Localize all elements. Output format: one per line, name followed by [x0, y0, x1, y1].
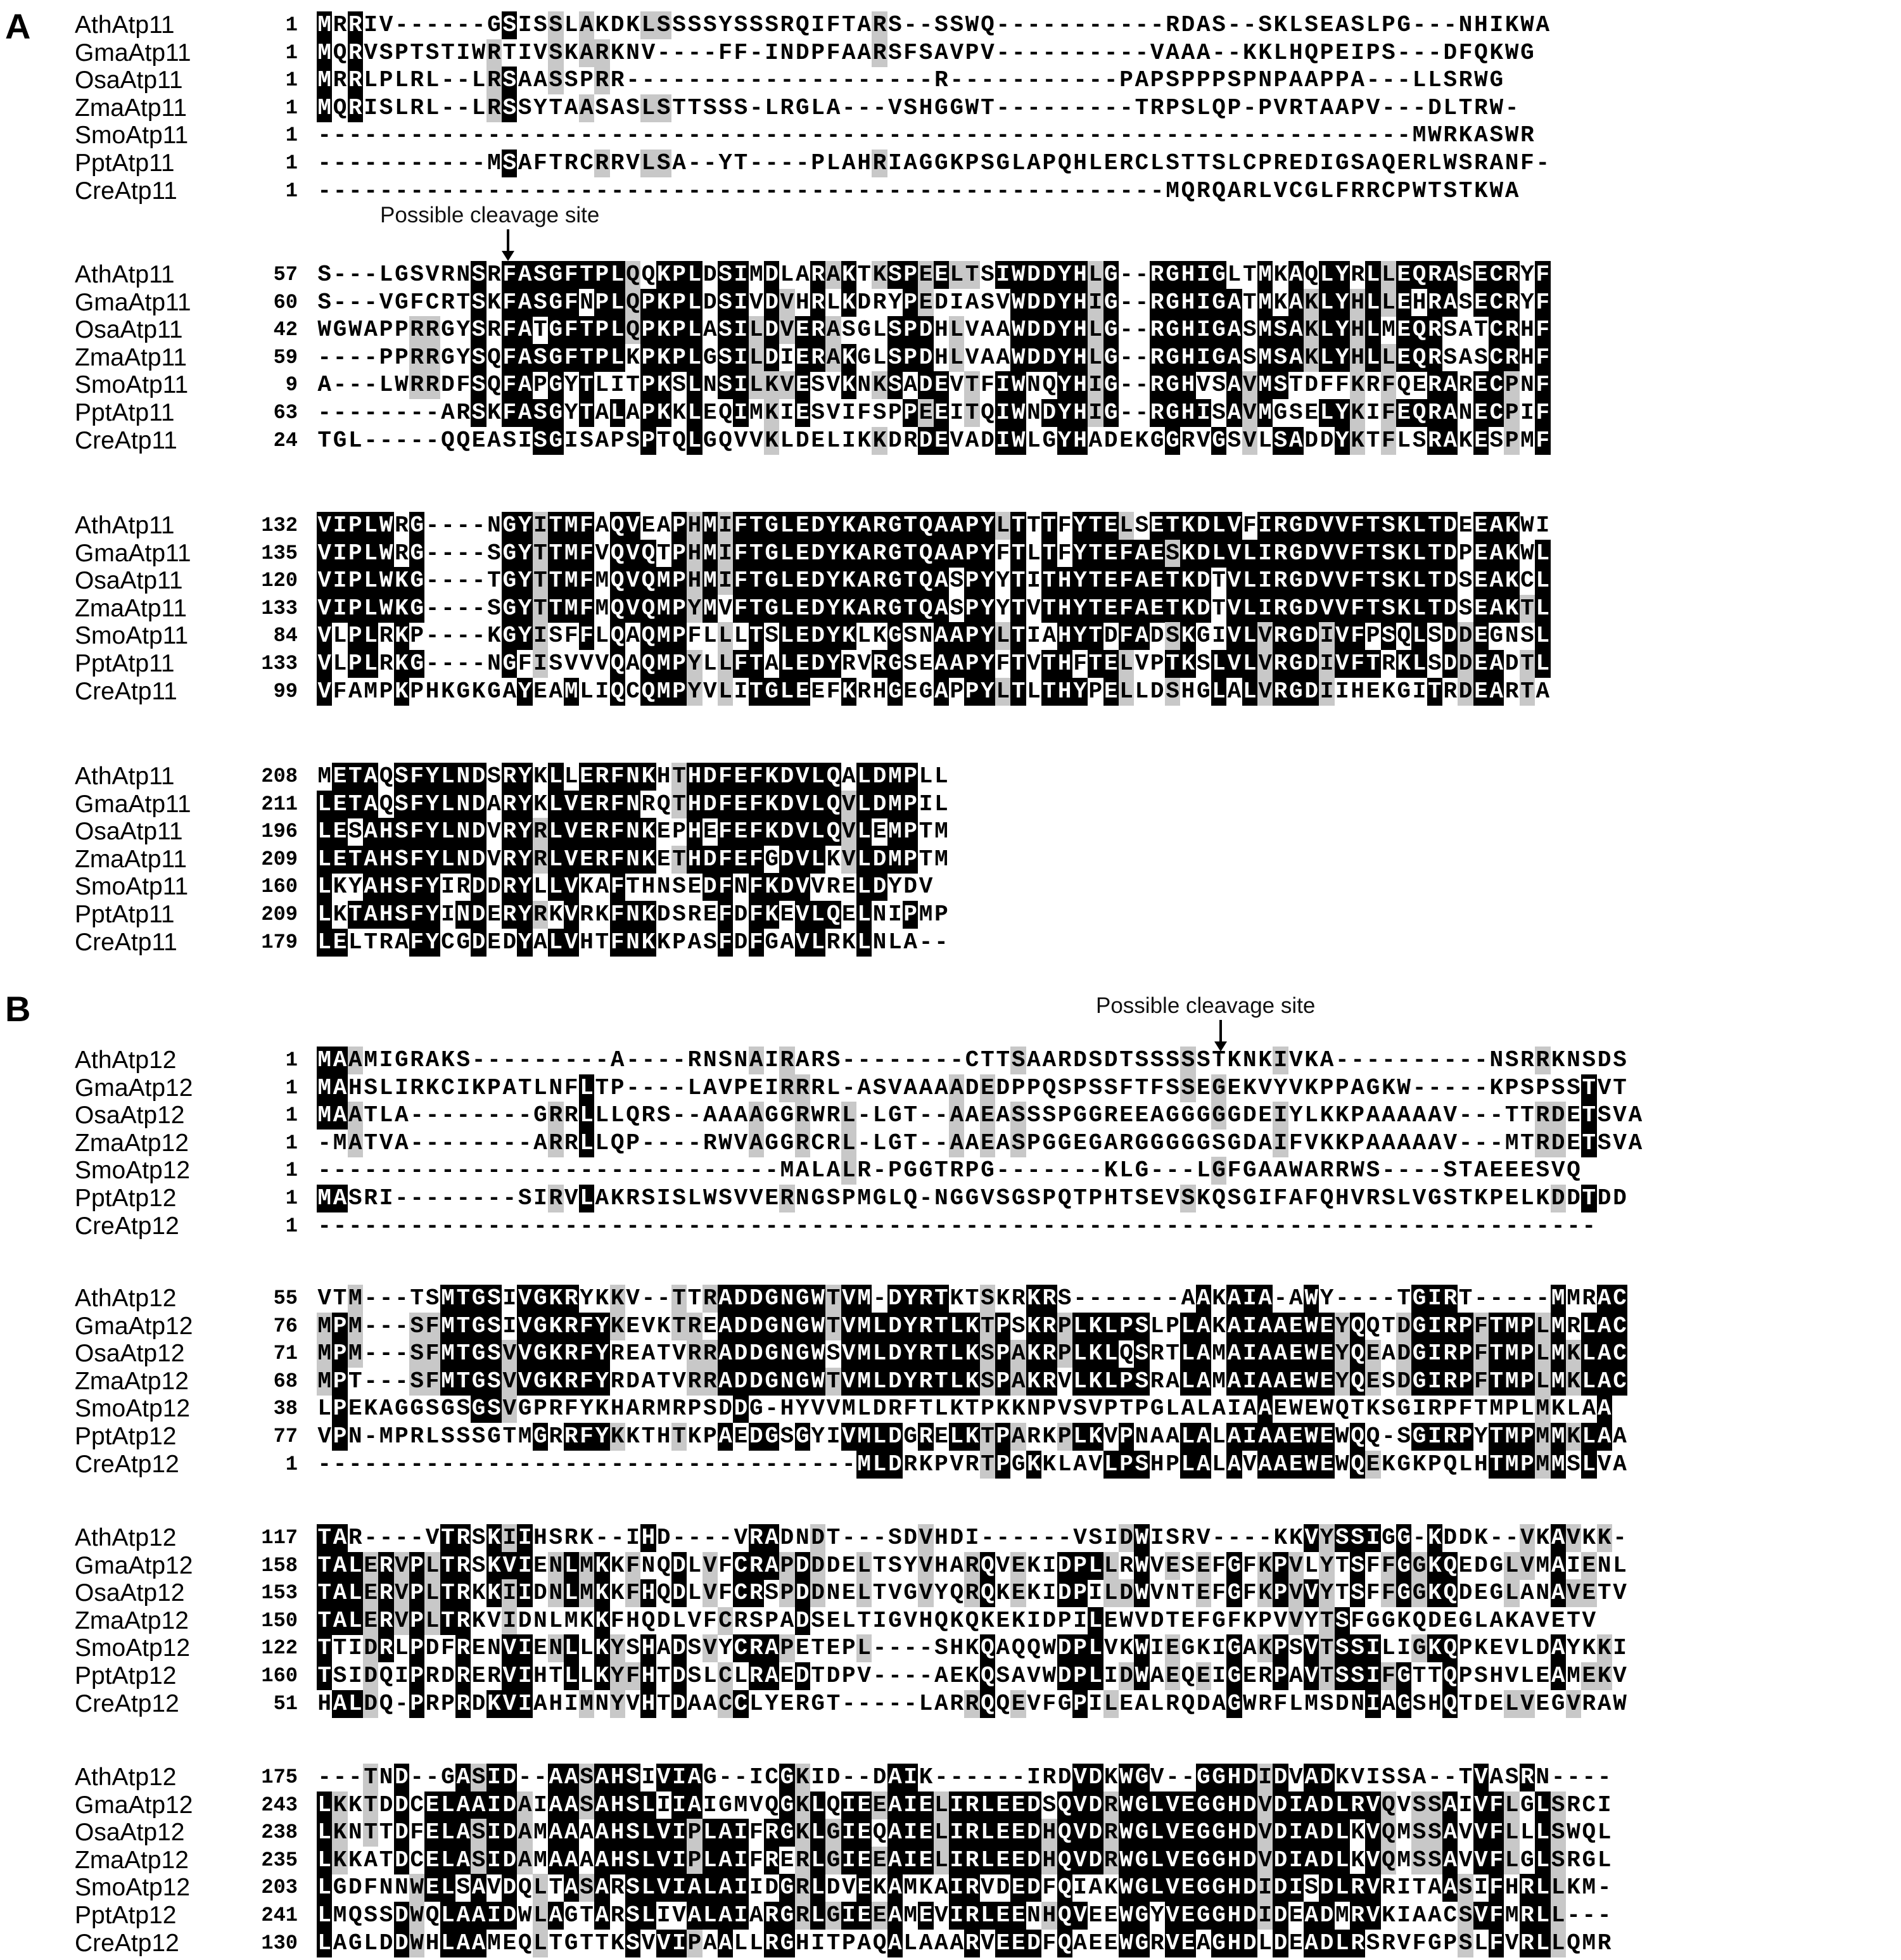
sequence-name: GmaAtp11	[75, 288, 191, 316]
position-number: 1	[285, 1159, 298, 1183]
sequence-name: AthAtp12	[75, 1524, 177, 1551]
sequence-residues: -----------MSAFTRCRRVLSA--YT----PLAHRIAGGKPSGLAPQHLERCLSTTSLCPREDIGSAQERLWSRANF-	[317, 150, 1550, 176]
sequence-residues: LKKTDDCELAAIDAIAASAHSLIIAIGMVQGKLQIEEAIELIRLEEDSQVDRWGLVEGGHDVDIADLRVQVSSAIVFLGLSRCI	[317, 1791, 1612, 1818]
sequence-name: AthAtp11	[75, 261, 175, 288]
sequence-name: CreAtp12	[75, 1450, 179, 1478]
sequence-residues: ------------------------------MALALR-PGGTRPG-------KLG---LGFGAAWARRWS----STAEEESVQ	[317, 1157, 1580, 1184]
sequence-name: ZmaAtp12	[75, 1367, 189, 1395]
sequence-name: SmoAtp12	[75, 1157, 191, 1185]
position-number: 160	[261, 1664, 298, 1688]
sequence-residues: TALERVPLTRSKVIENLMKKFNQDLVFCRAPDDDELTSYVHARQVEKIDPLLRWVESEFGFKPVLYTSFFGGKQEDGLVMAIENL	[317, 1552, 1627, 1579]
position-number: 241	[261, 1904, 298, 1927]
position-number: 209	[261, 847, 298, 871]
sequence-residues: LMQSSDWQLAAIDWLAGTARSLIVALAIARGRLGIEEAMEVIRLEENHQVEEWGYVEGGHDIDEADMRVKIAACSVFMRLL---	[317, 1902, 1612, 1928]
sequence-residues: LELTRAFYCGDEDYALVHTFNKKPASFDFGAVLRKLNLA--	[317, 929, 948, 955]
sequence-residues: VPN-MPRLSSSGTMGRRFYKKTHTKPAEDGSGYIVMLDGRELKTPARKPLKVPNAALALAIAAEWEWQQ-SGIRPYTMPMMKLAA	[317, 1423, 1627, 1449]
sequence-name: OsaAtp12	[75, 1102, 185, 1130]
sequence-name: SmoAtp11	[75, 873, 189, 901]
position-number: 1	[285, 13, 298, 37]
position-number: 1	[285, 68, 298, 92]
sequence-residues: S---LGSVRNSRFASGFTPLQQKPLDSIMDLARAKTKSPEELTSIWDDYHLG--RGHIGLTMKAQLYRLLEQRASECRYF	[317, 262, 1550, 288]
position-number: 42	[273, 318, 298, 342]
position-number: 158	[261, 1553, 298, 1577]
sequence-name: SmoAtp11	[75, 122, 189, 150]
sequence-residues: TSIDQIPRDRERVIHTLLKYFHTDSLCLRAEDTDPV----AEKQSAVWDPLIDWAEQEIGERPAVTSSIFGTTQPSHVLEAMEKV	[317, 1663, 1627, 1689]
sequence-residues: TAR----VTRSKIIHSRK--IHD----VRADNDT---SDVHDI------VSIDWISRV----KKVYSSIGG-KDDK--VKAVKK-	[317, 1525, 1627, 1551]
sequence-residues: LPEKAGGSGSGSVGPRFYKHARMRPSDDG-HYVVMLDRFTLKTPKKNPVSVPTPGLALAIAAEWEWQTKSGIRPFTMPLMKLAA	[317, 1396, 1612, 1422]
sequence-residues: ---TND--GASID--AASAHSIVIAG--ICGKID--DAIK------IRDVDKWGV--GGHDIDVADKVISSA--TVASRN----	[317, 1764, 1612, 1790]
sequence-residues: LESAHSFYLNDVRYRLVERFNKEPHEFEFKDVLQVLEMPTM	[317, 818, 948, 845]
sequence-residues: MAATLA--------GRRLLLQRS--AAAAGGRWRL-LGT--AAEASSSPGGREEAGGGGGDEIYLKKPAAAAAV---TTRDETSVA	[317, 1102, 1643, 1129]
position-number: 68	[273, 1369, 298, 1393]
sequence-residues: VFAMPKPHKGKGAYEAMLIQCQMPYVLITGLEEFKRHGEGAPPYLTLTHYPELLDSHGLALVRGDIIHEKGITRDEARTA	[317, 678, 1550, 704]
position-number: 203	[261, 1876, 298, 1900]
sequence-residues: S---VGFCRTSKFASGFNPLQPKPLDSIVDVHRLKDRYPEDIASVWDDYHIG--RGHIGATMKAKLYHLLEHRASECRYF	[317, 289, 1550, 315]
sequence-name: AthAtp12	[75, 1764, 177, 1791]
sequence-name: ZmaAtp12	[75, 1846, 189, 1874]
position-number: 63	[273, 401, 298, 424]
sequence-name: GmaAtp12	[75, 1074, 193, 1102]
sequence-residues: -MATVA--------ARRLLQP----RWVAGGRCRL-LGT--AAEASPGGEGARGGGGGSGDAIFVKKPAAAAAV---MTRDETSVA	[317, 1130, 1643, 1156]
position-number: 71	[273, 1342, 298, 1366]
sequence-name: GmaAtp12	[75, 1791, 193, 1819]
position-number: 60	[273, 290, 298, 314]
position-number: 57	[273, 263, 298, 286]
sequence-name: CreAtp12	[75, 1690, 179, 1717]
position-number: 211	[261, 792, 298, 816]
sequence-residues: MAAMIGRAKS---------A----RNSNAIRARS--------CTTSAARDSDTSSSSSTKNKIVKA----------NSRRKNSDS	[317, 1047, 1627, 1073]
sequence-name: PptAtp12	[75, 1902, 177, 1929]
sequence-name: PptAtp11	[75, 399, 175, 426]
position-number: 9	[285, 373, 298, 397]
panel-b-letter: B	[5, 989, 31, 1029]
position-number: 55	[273, 1287, 298, 1310]
sequence-residues: LETAQSFYLNDARYKLVERFNRQTHDFEFKDVLQVLDMPIL	[317, 791, 948, 817]
position-number: 59	[273, 345, 298, 369]
position-number: 130	[261, 1931, 298, 1955]
sequence-name: CreAtp11	[75, 928, 177, 956]
sequence-name: CreAtp11	[75, 177, 177, 205]
position-number: 24	[273, 428, 298, 452]
position-number: 1	[285, 1104, 298, 1128]
sequence-residues: TTIDRLPDFRENVIENLLKYSHADSVYCRAPETEPL----SHKQAQQWDPLVKWIEGKIGAKPSVTSSILIGKQPKEVLDAYKKI	[317, 1635, 1627, 1662]
position-number: 209	[261, 903, 298, 926]
position-number: 243	[261, 1793, 298, 1817]
position-number: 179	[261, 930, 298, 954]
sequence-residues: METAQSFYLNDSRYKLLERFNKHTHDFEFKDVLQALDMPLL	[317, 763, 948, 789]
cleavage-annotation-b: Possible cleavage site	[1096, 993, 1316, 1018]
sequence-residues: VIPLWKG----TGYTTMFMQVQMPHMIFTGLEDYKARGTQASPYYTITHYTEFAETKDTVLIRGDVVFTSKLTDSEAKCL	[317, 568, 1550, 594]
sequence-name: SmoAtp12	[75, 1874, 191, 1902]
sequence-name: AthAtp11	[75, 512, 175, 539]
sequence-residues: MRRLPLRL--LRSAASSPRR--------------------R-----------PAPSPPPSPNPAAPPA---LLSRWG	[317, 67, 1504, 94]
position-number: 175	[261, 1766, 298, 1789]
sequence-name: ZmaAtp11	[75, 343, 188, 371]
sequence-residues: MAHSLIRKCIKPATLNFLTP----LAVPEIRRRL-ASVAAAADEDPPQSPSSFTFSSEGEKVYVKPPAGKW-----KPSPSSTVT	[317, 1074, 1627, 1101]
sequence-residues: LKKATDCELASIDAMAAAAHSLVIPLAIFRERLGIEEAIELIRLEEDHQVDRWGLVEGGHDVDIADLKVQMSSAVVFLGLSRGL	[317, 1847, 1612, 1873]
sequence-name: OsaAtp11	[75, 316, 183, 344]
sequence-residues: VIPLWKG----SGYTTMFMQVQMPYMVFTGLEDYKARGTQASPYYTVTHYTEFAETKDTVLIRGDVVFTSKLTDSEAKTL	[317, 595, 1550, 621]
position-number: 120	[261, 569, 298, 593]
position-number: 1	[285, 96, 298, 120]
position-number: 38	[273, 1397, 298, 1421]
sequence-name: ZmaAtp12	[75, 1607, 189, 1634]
sequence-name: AthAtp11	[75, 11, 175, 39]
sequence-residues: LGDFNNWELSAVDQLTASARSLVIALAIIDGRLDVEKAMKAIRVDEDFQIAKWGLVEGGHDIDISDLRVRITAASIFHRLLKM-	[317, 1874, 1612, 1901]
position-number: 76	[273, 1314, 298, 1338]
sequence-name: ZmaAtp12	[75, 1129, 189, 1157]
position-number: 99	[273, 679, 298, 703]
position-number: 1	[285, 1214, 298, 1238]
sequence-residues: MPM---SFMTGSVVGKRFYREATVRRADDGNGWSVMLDYRTLKSPAKRPLKLQSRTLAMAIAAEWEYQEADGIRPFTMPLMKLAC	[317, 1340, 1627, 1367]
sequence-name: CreAtp12	[75, 1929, 179, 1957]
sequence-residues: VLPLRKP----KGYISFFLQAQMPFLLLTSLEDYKLKGSNAAPYLTIAHYTDFADSKGIVLVRGDIVFPSQLSDDEGNSL	[317, 623, 1550, 649]
sequence-residues: MQRISLRL--LRSSYTAASASLSTTSSS-LRGLA---VSHGGWT---------TRPSLQP-PVRTAAPV---DLTRW-	[317, 94, 1519, 121]
position-number: 133	[261, 596, 298, 620]
sequence-name: GmaAtp11	[75, 790, 191, 818]
sequence-name: SmoAtp12	[75, 1634, 191, 1662]
sequence-name: GmaAtp12	[75, 1551, 193, 1579]
sequence-name: PptAtp12	[75, 1662, 177, 1690]
sequence-name: PptAtp11	[75, 901, 175, 928]
position-number: 84	[273, 624, 298, 648]
sequence-name: GmaAtp12	[75, 1312, 193, 1340]
sequence-residues: VLPLRKG----NGFISVVVQAQMPYLLFTALEDYRVRGSEAAPYFTVTHFTELVPTKSLVLVRGDIVFTRKLSDDEADTL	[317, 651, 1550, 677]
sequence-name: PptAtp12	[75, 1423, 177, 1450]
cleavage-arrow-a-icon	[500, 229, 516, 262]
position-number: 153	[261, 1581, 298, 1605]
sequence-residues: LKYAHSFYIRDDRYLLVKAFTHNSEDFNFKDVVRELDYDV	[317, 874, 933, 900]
sequence-name: SmoAtp11	[75, 622, 189, 650]
sequence-name: OsaAtp11	[75, 67, 183, 94]
position-number: 1	[285, 1048, 298, 1072]
sequence-name: CreAtp12	[75, 1212, 179, 1240]
position-number: 117	[261, 1526, 298, 1550]
sequence-residues: MPT---SFMTGSVVGKRFYRDATVRRADDGNGWTVMLDYRTLKSPAKRVLKLPSRALAMAIAAEWEYQESDGIRPFTMPLMKLAC	[317, 1368, 1627, 1394]
sequence-name: ZmaAtp11	[75, 594, 188, 622]
position-number: 235	[261, 1848, 298, 1872]
sequence-residues: MPM---SFMTGSIVGKRFYKEVKTREADDGNGWTVMLDYRTLKTPSKRPLKLPSLPLAKAIAAEWEYQQTDGIRPFTMPLMRLAC	[317, 1313, 1627, 1339]
position-number: 1	[285, 41, 298, 65]
position-number: 1	[285, 151, 298, 175]
position-number: 133	[261, 652, 298, 675]
sequence-name: OsaAtp11	[75, 567, 183, 595]
sequence-name: ZmaAtp11	[75, 845, 188, 873]
position-number: 1	[285, 179, 298, 203]
position-number: 51	[273, 1691, 298, 1715]
sequence-name: PptAtp12	[75, 1185, 177, 1212]
panel-a-letter: A	[5, 6, 31, 46]
sequence-name: OsaAtp11	[75, 818, 183, 846]
cleavage-annotation-a: Possible cleavage site	[380, 203, 600, 227]
position-number: 160	[261, 875, 298, 899]
sequence-residues: ----PPRRGYSQFASGFTPLKPKPLGSILDIERAKGLSPDHLVAAWDDYHLG--RGHIGASMSAKLYHLLEQRSASCRHF	[317, 344, 1550, 371]
sequence-residues: A---LWRRDFSQFAPGYTLITPKSLNSILKVESVKNKSADEVTFIWNQYHIG--RGHVSAVMSTDFFKRFQERARECPNF	[317, 372, 1550, 398]
sequence-residues: MQRVSPTSTIWRTIVSKARKNV----FF-INDPFAARSFSAVPV----------VAAA--KKLHQPEIPS---DFQKWG	[317, 39, 1534, 66]
sequence-residues: TGL-----QQEASISGISAPSPTQLGQVVKLDELIKKDRDEVADIWLGYHADEKGGRVGSVLSADDYKTFLSRAKESPMF	[317, 427, 1550, 454]
sequence-residues: WGWAPPRRGYSRFATGFTPLQPKPLASILDVERASGLSPDHLVAAWDDYHLG--RGHIGASMSAKLYHLMEQRSATCRHF	[317, 317, 1550, 343]
position-number: 1	[285, 1131, 298, 1155]
sequence-name: CreAtp11	[75, 426, 177, 454]
sequence-name: SmoAtp11	[75, 371, 189, 399]
sequence-residues: TALERVPLTRKKIIDNLMKKFHQDLVFCRSPDDNELTVGVYQRQKEKIDPILDWVNTEFGFKPVVYTSFFGGKQDEGLANAVETV	[317, 1580, 1627, 1607]
sequence-name: GmaAtp11	[75, 539, 191, 567]
position-number: 208	[261, 765, 298, 788]
sequence-residues: HALDQ-PRPRDKVIAHIMNYVHTDAACCLYERGT-----LARRQQEVFGPILEALRQDAGWRFLMSDNIAGSHQTDELVEGVRAW	[317, 1690, 1627, 1717]
sequence-residues: TALERVPLTRKVIDNLMKKFHQDLVFCRSPADSELTIGVHQKQKEKIDPILEWVDTEFGFKPVVYTSFGGKQDEGLAKAVETV	[317, 1607, 1596, 1634]
sequence-residues: --------ARSKFASGYTALAPKKLEQIMKIESVIFSPPEEITQIWNDYHIG--RGHISAVMGSELYKIFEQRANECPIF	[317, 400, 1550, 426]
sequence-residues: VIPLWRG----SGYTTMFVQVQTPHMIFTGLEDYKARGTQAAPYFTLTFYTEFAESKDLVLIRGDVVFTSKLTDPEAKWL	[317, 540, 1550, 566]
sequence-residues: LAGLDDWHLAAMEQLTGTTKSVVIPAALLRGHITPAQALAAARVEEDFQAEEWGRVEAGHDLDEADLRSRVFGPSLFVRLLQMR	[317, 1930, 1612, 1956]
sequence-name: OsaAtp12	[75, 1579, 185, 1607]
sequence-residues: LKTAHSFYINDERYRKVRKFNKDSREFDFKEVLQELNIPMP	[317, 901, 948, 927]
sequence-name: OsaAtp12	[75, 1340, 185, 1368]
sequence-name: ZmaAtp11	[75, 94, 188, 122]
position-number: 135	[261, 541, 298, 565]
position-number: 1	[285, 124, 298, 148]
position-number: 1	[285, 1452, 298, 1476]
sequence-residues: -------------------------------------------------------MQRQARLVCGLFRRCPWTSTKWA	[317, 177, 1519, 204]
position-number: 122	[261, 1636, 298, 1660]
sequence-name: AthAtp12	[75, 1047, 177, 1074]
sequence-name: GmaAtp11	[75, 39, 191, 67]
sequence-residues: -----------------------------------------------------------------------------------	[317, 1212, 1596, 1239]
sequence-residues: LETAHSFYLNDVRYRLVERFNKETHDFEFGDVLKVLDMPTM	[317, 846, 948, 872]
sequence-name: AthAtp11	[75, 763, 175, 790]
position-number: 150	[261, 1608, 298, 1632]
sequence-residues: VIPLWRG----NGYITMFAQVEAPHMIFTGLEDYKARGTQAAPYLTTTFYTELSETKDLVFIRGDVVFTSKLTDEEAKWI	[317, 512, 1550, 538]
sequence-name: OsaAtp12	[75, 1819, 185, 1847]
position-number: 77	[273, 1425, 298, 1448]
sequence-name: PptAtp11	[75, 150, 175, 177]
position-number: 196	[261, 820, 298, 844]
sequence-residues: VTM---TSMTGSIVGKRYKKV--TTRADDGNGWTVM-DYRTKTSKRKRS-------AAKAIA-AWY----TGIRT-----MMRAC	[317, 1285, 1627, 1311]
sequence-residues: -----------------------------------MLDRKPVRTPGKKLAVLPSHPLALAVAAEWEWQEKGKPQLHTMPMMSLVA	[317, 1451, 1627, 1477]
sequence-residues: MRRIV------GSISSLAKDKLSSSSYSSSRQIFTARS--SSWQ-----------RDAS--SKLSEASLPG---NHIKWA	[317, 12, 1550, 38]
sequence-residues: LKNTTDFELASIDAMAAAAHSLVIPLAIFRGKLGIEQAIELIRLEEDHQVDRWGLVEGGHDVDIADLKVQMSSAVVFLLLSWQL	[317, 1819, 1612, 1846]
position-number: 238	[261, 1821, 298, 1845]
position-number: 1	[285, 1076, 298, 1100]
sequence-name: AthAtp12	[75, 1285, 177, 1312]
sequence-name: PptAtp11	[75, 650, 175, 677]
sequence-name: SmoAtp12	[75, 1395, 191, 1423]
sequence-residues: -----------------------------------------------------------------------MWRKASWR	[317, 122, 1534, 149]
sequence-residues: MASRI--------SIRVLAKRSISLWSVVERNGSPMGLQ-NGGVSGSPQTPHTSEVSKQSGIFAFQHVRSLVGSTKPELKDDTDD	[317, 1185, 1627, 1211]
position-number: 132	[261, 514, 298, 537]
position-number: 1	[285, 1187, 298, 1210]
sequence-name: CreAtp11	[75, 677, 177, 705]
